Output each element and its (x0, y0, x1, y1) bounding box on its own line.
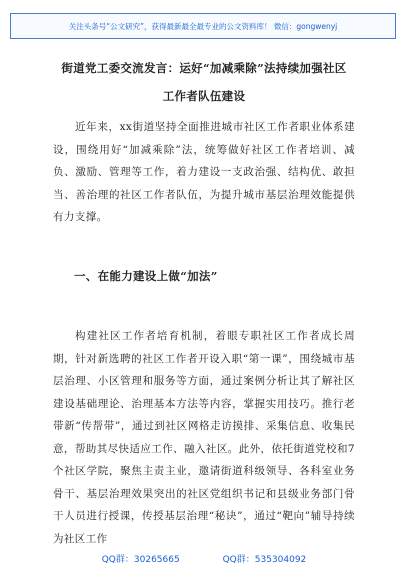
document-title-line-1: 街道党工委交流发言：运好“加减乘除”法持续加强社区 (61, 61, 347, 75)
section-heading-1: 一、在能力建设上做“加法” (74, 269, 218, 283)
body-paragraph-2: 构建社区工作者培育机制，着眼专职社区工作者成长周期，针对新选聘的社区工作者开设入职“第一课”，围绕城市基层治理、小区管理和服务等方面，通过案例分析让其了解社区建设基础理论、治理基本方法等内容，掌握实用技巧。推行老带新“传帮带”，通过到社区网格走访摸排、采集信息、收集民意，帮助其尽快适应工作、融入社区。此外，依托街道党校和7个社区学院，聚焦主责主业，邀请街道科级领导、各科室业务骨干、基层治理效果突出的社区党组织书记和县级业务部门骨干人员进行授课，传授基层治理“秘诀”，通过“靶向”辅导持续为社区工作 (53, 330, 355, 545)
footer-qq-group-2: QQ群：535304092 (222, 555, 307, 565)
body-paragraph-intro: 近年来，xx街道坚持全面推进城市社区工作者职业体系建设，围绕用好“加减乘除”法，统筹做好社区工作者培训、减负、激励、管理等工作，着力建设一支政治强、结构优、敢担当、善治理的社区工作者队伍，为提升城市基层治理效能提供有力支撑。 (53, 121, 355, 223)
document-title-line-2: 工作者队伍建设 (162, 89, 246, 103)
footer-qq-group-1: QQ群：30265665 (101, 555, 180, 565)
header-banner: 关注头条号“公文研究”，获得最新最全最专业的公文资料库！ 微信：gongwenyj (10, 13, 396, 39)
footer-contact (0, 552, 408, 565)
